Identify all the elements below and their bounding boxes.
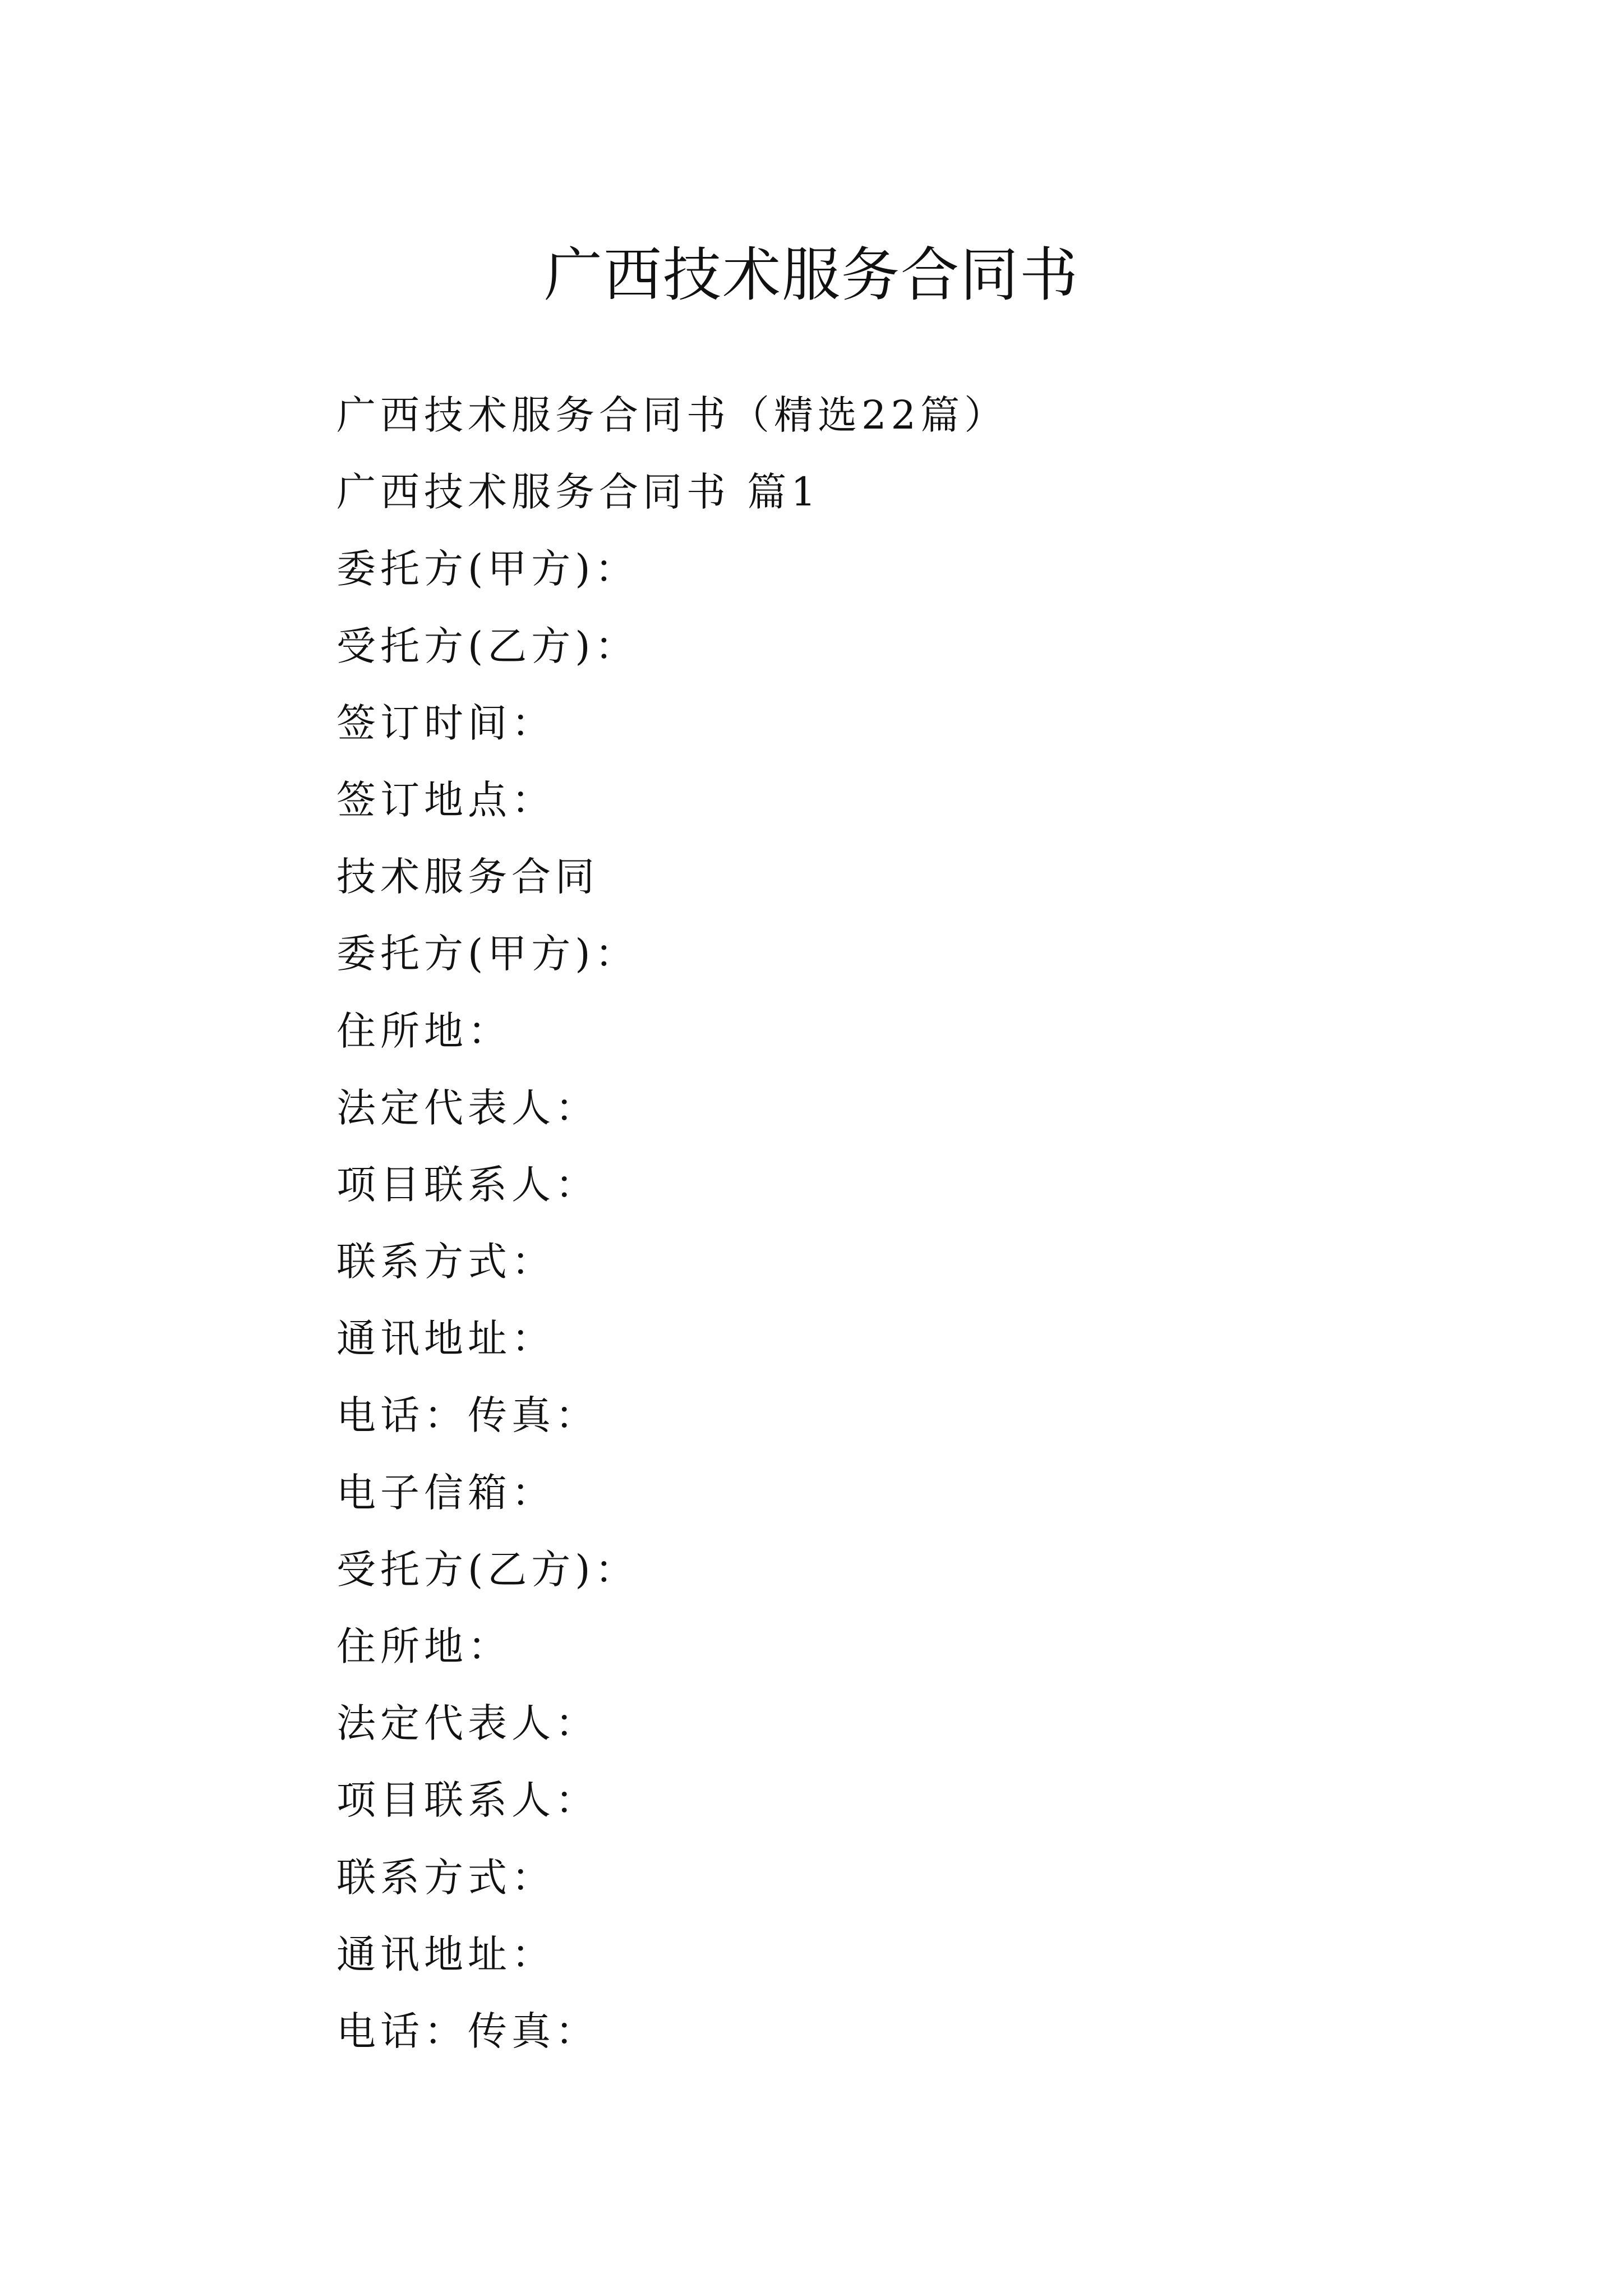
- line-party-b-address: 住所地：: [336, 1623, 511, 1669]
- document-body: [336, 377, 1514, 2070]
- line-party-a-legal-rep: 法定代表人：: [336, 1084, 599, 1131]
- line-subtitle: 广西技术服务合同书（精选22篇）: [336, 392, 1008, 438]
- line-party-b-legal-rep: 法定代表人：: [336, 1700, 599, 1747]
- line-signing-place: 签订地点：: [336, 776, 555, 823]
- line-party-b-contact-method: 联系方式：: [336, 1854, 555, 1901]
- line-contract-type: 技术服务合同: [336, 854, 599, 900]
- line-party-a-contact-method: 联系方式：: [336, 1239, 555, 1285]
- line-party-b-detail: 受托方(乙方)：: [336, 1546, 639, 1593]
- document-title: 广西技术服务合同书: [543, 240, 1079, 309]
- line-party-b-contact-person: 项目联系人：: [336, 1777, 599, 1824]
- line-party-a-address: 住所地：: [336, 1007, 511, 1054]
- line-party-a-mailing-address: 通讯地址：: [336, 1315, 555, 1362]
- line-party-a-detail: 委托方(甲方)：: [336, 931, 639, 977]
- line-party-a-email: 电子信箱：: [336, 1469, 555, 1516]
- line-section-heading: 广西技术服务合同书 篇1: [336, 469, 820, 516]
- line-party-b: 受托方(乙方)：: [336, 623, 639, 669]
- line-party-b-phone-fax: 电话：传真：: [336, 2008, 599, 2054]
- line-party-a-phone-fax: 电话：传真：: [336, 1392, 599, 1439]
- line-party-b-mailing-address: 通讯地址：: [336, 1931, 555, 1977]
- line-signing-date: 签订时间：: [336, 700, 555, 746]
- line-party-a: 委托方(甲方)：: [336, 546, 639, 592]
- line-party-a-contact-person: 项目联系人：: [336, 1161, 599, 1208]
